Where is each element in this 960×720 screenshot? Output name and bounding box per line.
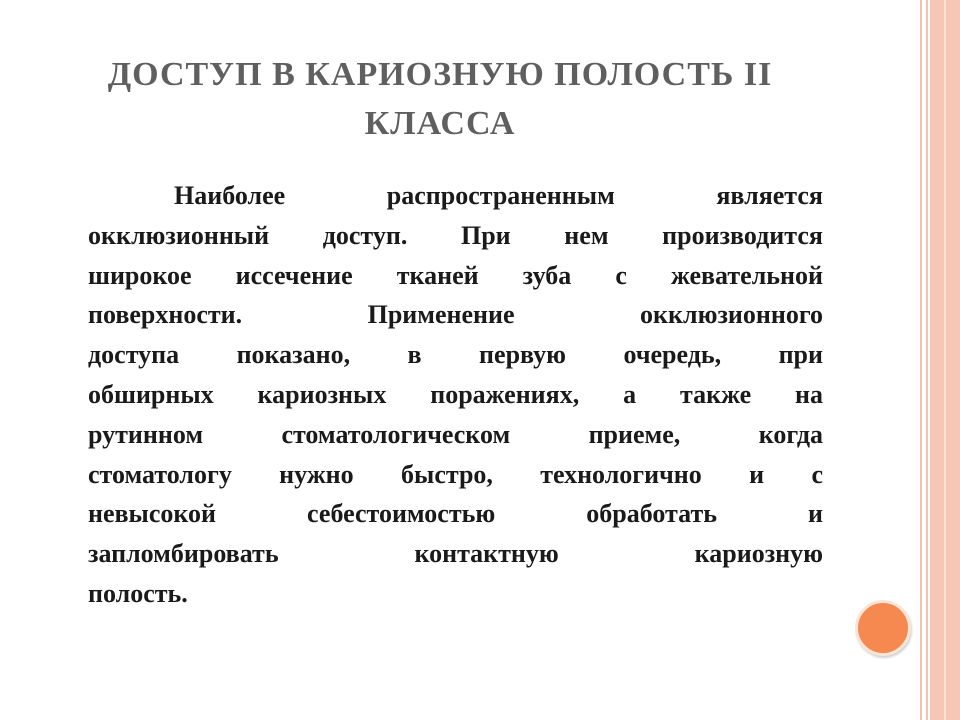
decorative-stripe-thin-left — [920, 0, 922, 720]
body-line: широкое иссечение тканей зуба с жевательной — [88, 260, 823, 290]
slide-title-line-2: КЛАССА — [364, 105, 516, 142]
decorative-stripe-inner — [944, 0, 946, 720]
body-line: рутинном стоматологическом приеме, когда — [88, 419, 823, 449]
body-line: окклюзионный доступ. При нем производится — [88, 220, 823, 250]
body-line: стоматологу нужно быстро, технологично и с — [88, 459, 823, 489]
body-line: полость. — [88, 578, 188, 608]
body-line: запломбировать контактную кариозную — [88, 539, 823, 569]
body-line: обширных кариозных поражениях, а также на — [88, 379, 823, 409]
body-line: доступа показано, в первую очередь, при — [88, 340, 823, 370]
decorative-stripe-thin-right — [926, 0, 928, 720]
decorative-circle-icon — [855, 600, 911, 656]
body-line: поверхности. Применение окклюзионного — [88, 300, 823, 330]
body-line: Наиболее распространенным является — [174, 181, 823, 210]
slide-title-line-1: ДОСТУП В КАРИОЗНУЮ ПОЛОСТЬ II — [107, 56, 773, 93]
slide-body-text — [88, 176, 823, 614]
slide-title — [40, 50, 840, 148]
body-line: невысокой себестоимостью обработать и — [88, 499, 823, 529]
